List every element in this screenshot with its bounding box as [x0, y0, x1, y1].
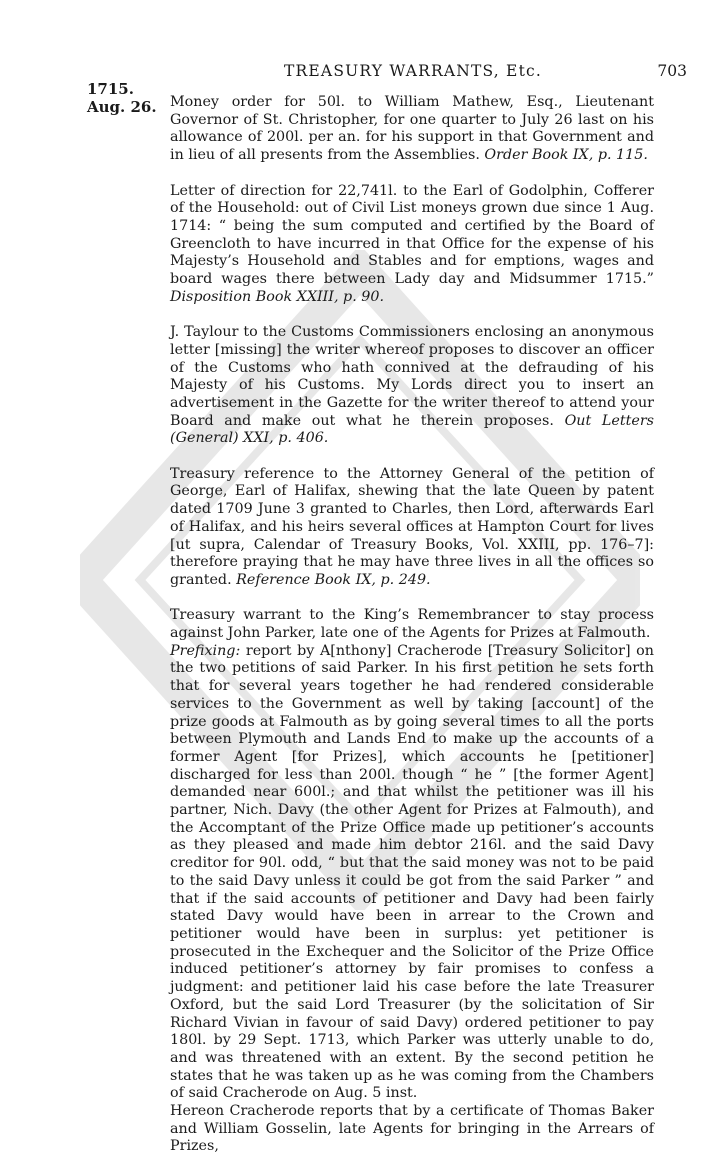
margin-date: Aug. 26. — [87, 98, 157, 116]
entry-text: Treasury reference to the Attorney General of the petition of George, Earl of Halifax, shewing that the late Queen by patent dated 1709 June 3 granted to Charles, then Lord, afterwards Earl of Halifax, and his heirs several offices at Hampton Court for lives [ut supra, Calendar of Treasury Books, Vol. XXIII, pp. 176–7]: therefore praying that he may have three lives in all the offices so granted. — [170, 465, 654, 588]
entry-text: J. Taylour to the Customs Commissioners enclosing an anonymous letter [missing] the writer whereof proposes to discover an officer of the Customs who hath connived at the defrauding of his Majesty of his Customs. My Lords direct you to insert an advertisement in the Gazette for the writer thereof to attend your Board and make out what he therein proposes. — [170, 324, 654, 429]
entry-money-order — [170, 94, 654, 165]
entry-reference: Disposition Book XXIII, p. 90. — [170, 288, 385, 305]
entry-reference: Order Book IX, p. 115. — [484, 147, 648, 164]
document-body — [170, 94, 654, 1174]
prefixing-label: Prefixing: — [170, 642, 241, 659]
entry-reference: Reference Book IX, p. 249. — [236, 571, 431, 588]
hereon-text: Hereon Cracherode reports that by a certificate of Thomas Baker and William Gosselin, late Agents for bringing in the Arrears of Prizes, — [170, 1103, 654, 1155]
entry-text: Money order for 50l. to William Mathew, Esq., Lieutenant Governor of St. Christopher, for one quarter to July 26 last on his allowance of 200l. per an. for his support in that Government and in lieu of all presents from the Assemblies. — [170, 94, 654, 164]
entry-treasury-warrant — [170, 607, 654, 1156]
entry-opening: Treasury warrant to the King’s Remembrancer to stay process against John Parker, late one of the Agents for Prizes at Falmouth. — [170, 607, 654, 642]
page-number: 703 — [657, 62, 687, 80]
running-title: TREASURY WARRANTS, Etc. — [284, 62, 543, 80]
entry-text: Letter of direction for 22,741l. to the Earl of Godolphin, Cofferer of the Household: out of Civil List moneys grown due since 1 Aug. 1714: “ being the sum computed and certified by the Board of Greencloth to have incurred in that Office for the expense of his Majesty’s Household and Stables and for emptions, wages and board wages there between Lady day and Midsummer 1715.” — [170, 182, 654, 288]
entry-customs-letter — [170, 324, 654, 448]
entry-reference: Out Letters (General) XXI, p. 406. — [170, 412, 655, 447]
margin-year: 1715. — [87, 80, 134, 98]
entry-treasury-reference — [170, 466, 654, 590]
prefixing-text: report by A[nthony] Cracherode [Treasury Solicitor] on the two petitions of said Parker. In his first petition he sets forth that for several years together he had rendered considerable services to the Government as well by taking [account] of the prize goods at Falmouth as by going several times to all the ports between Plymouth and Lands End to make up the accounts of a former Agent [for Prizes], which accounts he [petitioner] discharged for less than 200l. though “ he ” [the former Agent] demanded near 600l.; and that whilst the petitioner was ill his partner, Nich. Davy (the other Agent for Prizes at Falmouth), and the Accomptant of the Prize Office made up petitioner’s accounts as they pleased and made him debtor 216l. and the said Davy creditor for 90l. odd, “ but that the said money was not to be paid to the said Davy unless it could be got from the said Parker ” and that if the said accounts of petitioner and Davy had been fairly stated Davy would have been in arrear to the Crown and petitioner would have been in surplus: yet petitioner is prosecuted in the Exchequer and the Solicitor of the Prize Office induced petitioner’s attorney by fair promises to confess a judgment: and petitioner laid his case before the late Treasurer Oxford, but the said Lord Treasurer (by the solicitation of Sir Richard Vivian in favour of said Davy) ordered petitioner to pay 180l. by 29 Sept. 1713, which Parker was utterly unable to do, and was threatened with an extent. By the second petition he states that he was taken up as he was coming from the Chambers of said Cracherode on Aug. 5 inst. — [170, 642, 654, 1102]
entry-letter-of-direction — [170, 183, 654, 307]
